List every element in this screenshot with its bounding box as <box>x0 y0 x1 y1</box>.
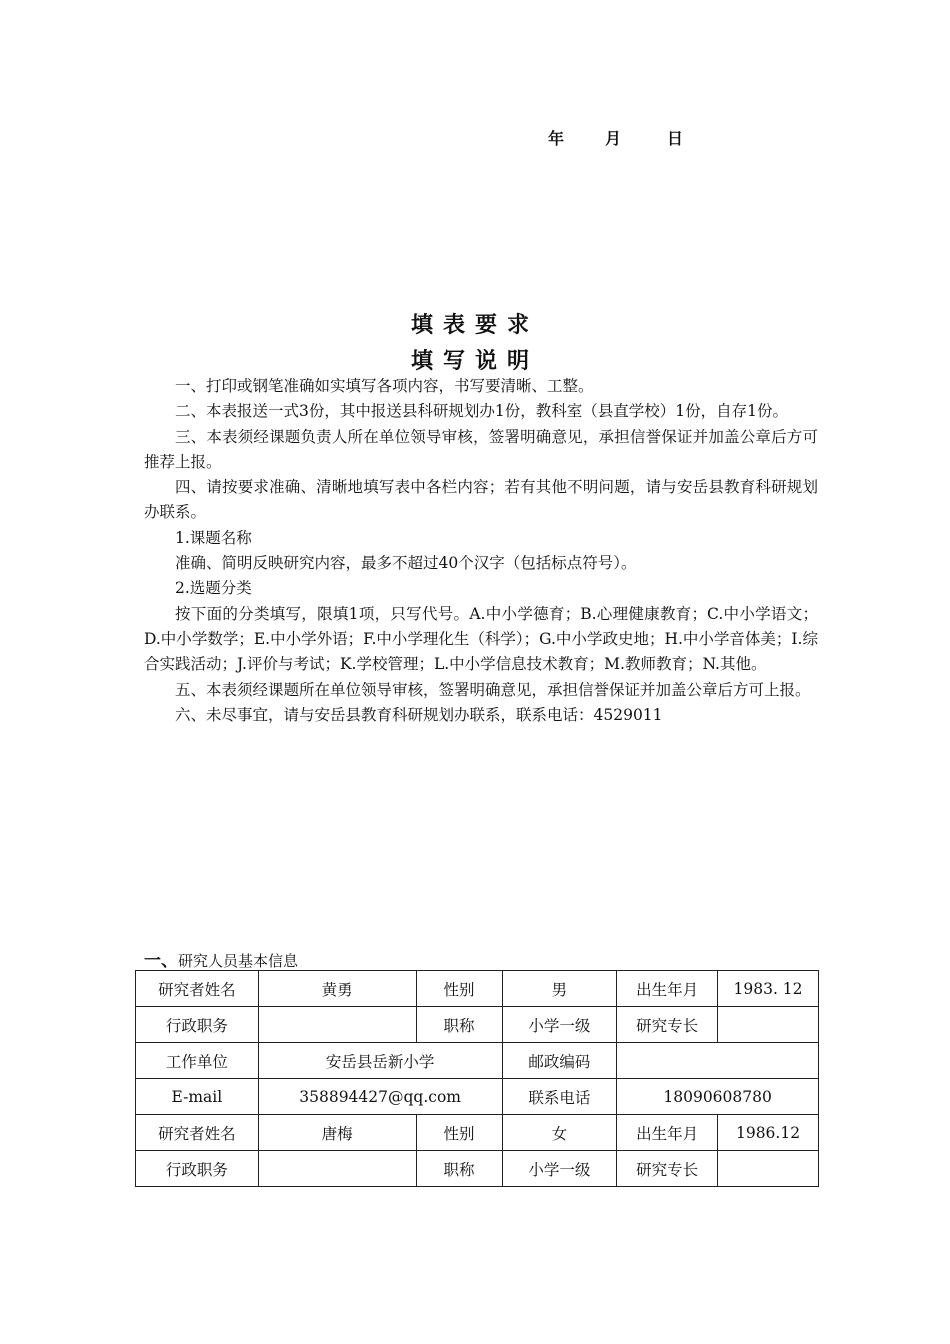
specialty-value[interactable] <box>718 1007 819 1043</box>
name-label: 研究者姓名 <box>136 1115 259 1151</box>
instruction-paragraph: 一、打印或钢笔准确如实填写各项内容，书写要清晰、工整。 <box>175 377 594 395</box>
birth-label: 出生年月 <box>617 1115 718 1151</box>
gender-value[interactable]: 男 <box>502 971 617 1007</box>
position-value[interactable] <box>258 1151 416 1187</box>
name-value[interactable]: 唐梅 <box>258 1115 416 1151</box>
instruction-paragraph: 五、本表须经课题所在单位领导审核，签署明确意见，承担信誉保证并加盖公章后方可上报。 <box>175 680 811 699</box>
name-value[interactable]: 黄勇 <box>258 971 416 1007</box>
date-year-label: 年 <box>548 129 565 148</box>
specialty-label: 研究专长 <box>617 1151 718 1187</box>
table-row <box>136 1043 819 1079</box>
unit-label: 工作单位 <box>136 1043 259 1079</box>
birth-value[interactable]: 1986.12 <box>718 1115 819 1151</box>
table-row <box>136 1115 819 1151</box>
title-label: 职称 <box>416 1151 502 1187</box>
instruction-paragraph: 按下面的分类填写，限填1项，只写代号。A.中小学德育；B.心理健康教育；C.中小学语文；D.中小学数学；E.中小学外语；F.中小学理化生（科学）；G.中小学政史地；H.中小学音体美；I.综合实践活动；J.评价与考试；K.学校管理；L.中小学信息技术教育；M.教师教育；N.其他。 <box>144 604 818 674</box>
table-row <box>136 1007 819 1043</box>
name-label: 研究者姓名 <box>136 971 259 1007</box>
title-value[interactable]: 小学一级 <box>502 1007 617 1043</box>
section-title: 研究人员基本信息 <box>178 953 299 970</box>
instruction-paragraph: 六、未尽事宜，请与安岳县教育科研规划办联系，联系电话：4529011 <box>175 705 663 724</box>
title-label: 职称 <box>416 1007 502 1043</box>
instruction-paragraph: 四、请按要求准确、清晰地填写表中各栏内容；若有其他不明问题，请与安岳县教育科研规划办联系。 <box>144 478 818 522</box>
table-row <box>136 971 819 1007</box>
table-row <box>136 1079 819 1115</box>
phone-value[interactable]: 18090608780 <box>617 1079 819 1115</box>
email-value[interactable]: 358894427@qq.com <box>258 1079 502 1115</box>
specialty-value[interactable] <box>718 1151 819 1187</box>
section-number: 一、 <box>144 951 178 970</box>
position-value[interactable] <box>258 1007 416 1043</box>
instruction-paragraph: 准确、简明反映研究内容，最多不超过40个汉字（包括标点符号）。 <box>175 554 637 573</box>
instruction-paragraph: 二、本表报送一式3份，其中报送县科研规划办1份，教科室（县直学校）1份，自存1份。 <box>175 402 788 421</box>
gender-value[interactable]: 女 <box>502 1115 617 1151</box>
date-line <box>548 126 683 149</box>
instruction-subheading: 1.课题名称 <box>175 528 252 547</box>
instruction-subheading: 2.选题分类 <box>175 579 252 598</box>
gender-label: 性别 <box>416 971 502 1007</box>
title-value[interactable]: 小学一级 <box>502 1151 617 1187</box>
date-month-label: 月 <box>605 129 622 148</box>
phone-label: 联系电话 <box>502 1079 617 1115</box>
section-heading <box>144 946 298 971</box>
instruction-paragraph: 三、本表须经课题负责人所在单位领导审核，签署明确意见，承担信誉保证并加盖公章后方可推荐上报。 <box>144 427 818 471</box>
postcode-value[interactable] <box>617 1043 819 1079</box>
table-row <box>136 1151 819 1187</box>
page-subtitle: 填写说明 <box>410 348 539 374</box>
specialty-label: 研究专长 <box>617 1007 718 1043</box>
unit-value[interactable]: 安岳县岳新小学 <box>258 1043 502 1079</box>
postcode-label: 邮政编码 <box>502 1043 617 1079</box>
birth-value[interactable]: 1983. 12 <box>718 971 819 1007</box>
gender-label: 性别 <box>416 1115 502 1151</box>
date-day-label: 日 <box>667 129 684 148</box>
page-title: 填表要求 <box>410 312 539 338</box>
birth-label: 出生年月 <box>617 971 718 1007</box>
position-label: 行政职务 <box>136 1151 259 1187</box>
instructions-block <box>144 374 818 728</box>
researcher-info-table <box>135 970 819 1187</box>
position-label: 行政职务 <box>136 1007 259 1043</box>
email-label: E-mail <box>136 1079 259 1115</box>
